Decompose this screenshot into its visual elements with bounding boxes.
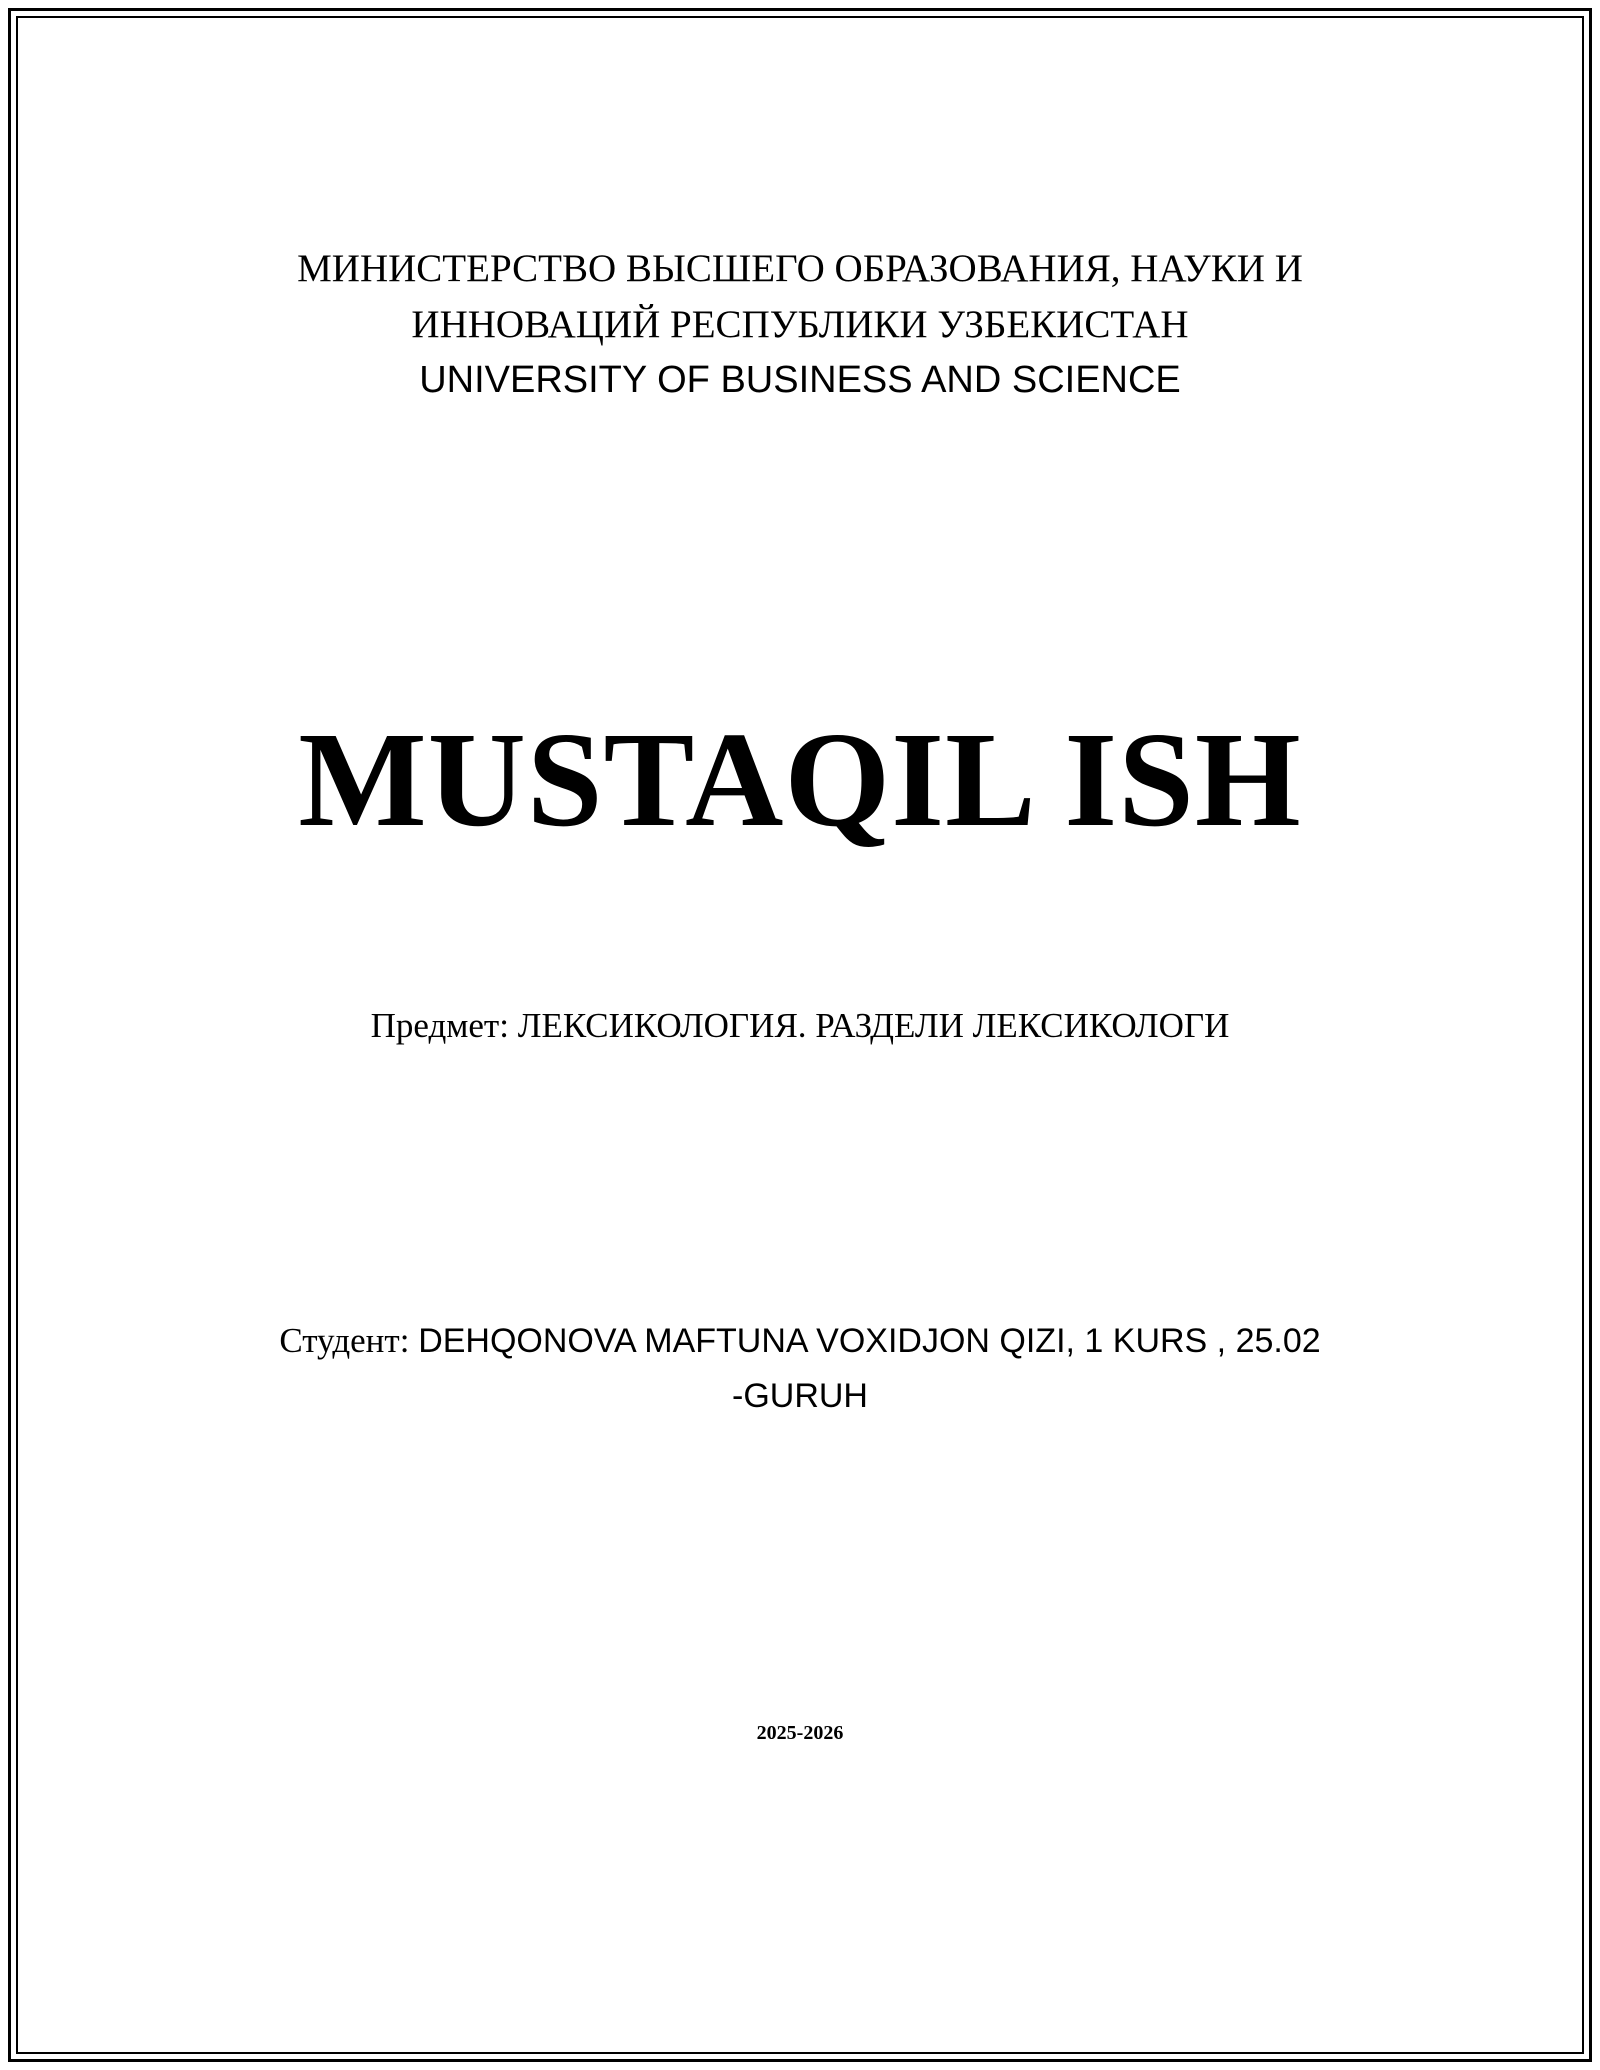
student-label: Студент: bbox=[279, 1321, 419, 1360]
subject-value: ЛЕКСИКОЛОГИЯ. РАЗДЕЛИ ЛЕКСИКОЛОГИ bbox=[517, 1006, 1230, 1045]
subject-line bbox=[0, 1002, 1600, 1050]
academic-year: 2025-2026 bbox=[756, 1722, 844, 1744]
university-name: UNIVERSITY OF BUSINESS AND SCIENCE bbox=[419, 359, 1181, 401]
ministry-line-1: МИНИСТЕРСТВО ВЫСШЕГО ОБРАЗОВАНИЯ, НАУКИ И bbox=[297, 247, 1303, 290]
student-info: DEHQONOVA MAFTUNA VOXIDJON QIZI, 1 KURS , 25.02 bbox=[418, 1322, 1321, 1360]
student-line-1 bbox=[0, 1313, 1600, 1369]
document-title: MUSTAQIL ISH bbox=[298, 705, 1302, 855]
ministry-line-2: ИННОВАЦИЙ РЕСПУБЛИКИ УЗБЕКИСТАН bbox=[411, 303, 1189, 346]
student-line-2: -GURUH bbox=[732, 1377, 868, 1415]
subject-label: Предмет: bbox=[370, 1006, 518, 1045]
